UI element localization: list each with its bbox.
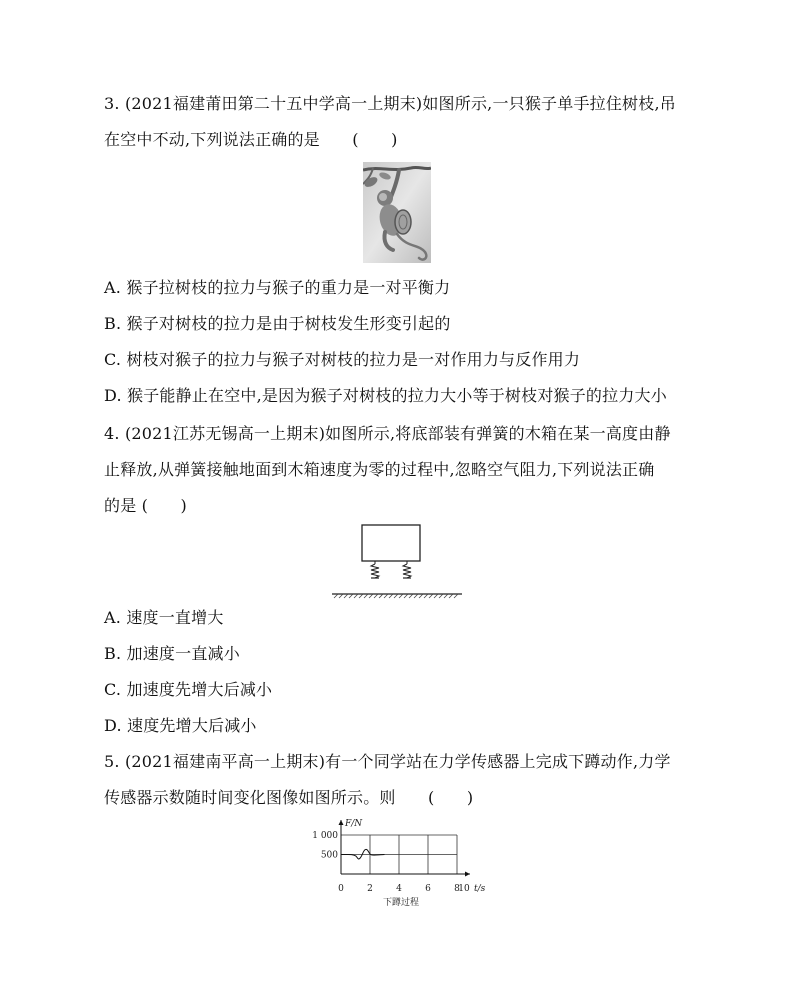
x-tick-label-4: 4	[396, 884, 402, 894]
wooden-box	[362, 525, 420, 561]
right-spring	[403, 564, 411, 578]
q3-option-d: D. 猴子能静止在空中,是因为猴子对树枝的拉力大小等于树枝对猴子的拉力大小	[104, 386, 667, 405]
q3-stem-line-1: 3. (2021福建莆田第二十五中学高一上期末)如图所示,一只猴子单手拉住树枝,吊	[104, 94, 676, 113]
q3-stem-line-2: 在空中不动,下列说法正确的是 ( )	[104, 130, 398, 149]
left-spring	[371, 564, 379, 578]
q4-option-c: C. 加速度先增大后减小	[104, 680, 273, 699]
x-tick-label-0: 0	[338, 884, 344, 894]
q5-stem-line-1: 5. (2021福建南平高一上期末)有一个同学站在力学传感器上完成下蹲动作,力学	[104, 752, 671, 771]
x-tick-label-2: 2	[367, 884, 373, 894]
box-springs-diagram-icon	[330, 522, 464, 602]
q3-option-a: A. 猴子拉树枝的拉力与猴子的重力是一对平衡力	[104, 278, 451, 297]
q3-option-b: B. 猴子对树枝的拉力是由于树枝发生形变引起的	[104, 314, 451, 333]
monkey-photo-icon	[363, 162, 431, 263]
y-axis-label: F/N	[345, 819, 363, 829]
force-time-chart	[308, 814, 494, 910]
q4-option-a: A. 速度一直增大	[104, 608, 224, 627]
x-tick-label-6: 6	[425, 884, 431, 894]
q4-option-b: B. 加速度一直减小	[104, 644, 240, 663]
x-tick-label-10: 10	[458, 884, 470, 894]
q4-stem-line-2: 止释放,从弹簧接触地面到木箱速度为零的过程中,忽略空气阻力,下列说法正确	[104, 460, 655, 479]
y-tick-label-1: 1 000	[312, 831, 338, 841]
x-tick-label-8: 8	[454, 884, 460, 894]
box-springs-svg	[330, 522, 464, 602]
y-axis-arrow	[339, 820, 344, 825]
monkey-photo-svg	[363, 162, 431, 263]
q5-stem-line-2: 传感器示数随时间变化图像如图所示。则 ( )	[104, 788, 474, 807]
q4-option-d: D. 速度先增大后减小	[104, 716, 257, 735]
figure-caption: 下蹲过程	[382, 898, 420, 908]
q4-stem-line-3: 的是 ( )	[104, 496, 187, 515]
q4-stem-line-1: 4. (2021江苏无锡高一上期末)如图所示,将底部装有弹簧的木箱在某一高度由静	[104, 424, 671, 443]
x-axis-arrow	[465, 872, 470, 877]
force-time-chart-svg	[308, 814, 494, 910]
q3-option-c: C. 树枝对猴子的拉力与猴子对树枝的拉力是一对作用力与反作用力	[104, 350, 581, 369]
y-tick-label-0: 500	[320, 850, 338, 861]
chart-grid	[341, 835, 457, 874]
x-axis-label: t/s	[474, 884, 486, 894]
